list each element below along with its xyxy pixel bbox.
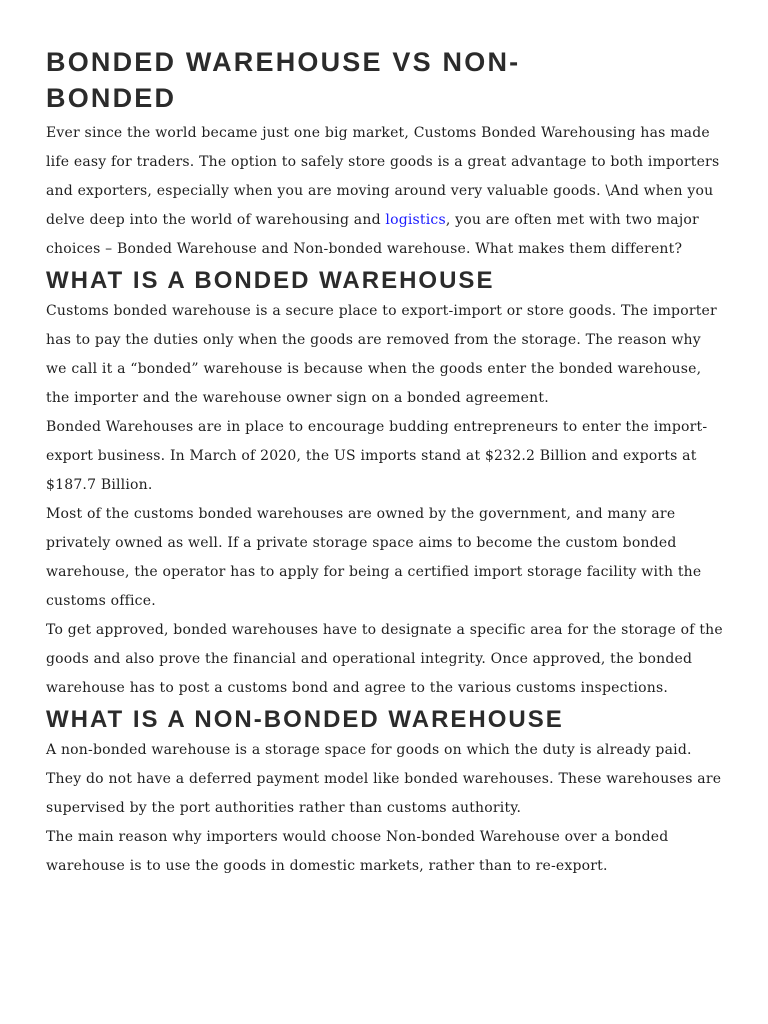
paragraph: A non-bonded warehouse is a storage space for goods on which the duty is already paid. They do not have a deferred payment model like bonded warehouses. These warehouses are supervised by the port authorities rather than customs authority.	[46, 742, 722, 816]
paragraph: Bonded Warehouses are in place to encourage budding entrepreneurs to enter the import-export business. In March of 2020, the US imports stand at $232.2 Billion and exports at $187.7 Billion.	[46, 419, 708, 493]
paragraph: To get approved, bonded warehouses have to designate a specific area for the storage of the goods and also prove the financial and operational integrity. Once approved, the bonded warehouse has to post a customs bond and agree to the various customs inspections.	[46, 622, 723, 696]
paragraph: The main reason why importers would choose Non-bonded Warehouse over a bonded warehouse is to use the goods in domestic markets, rather than to re-export.	[46, 829, 669, 874]
logistics-link[interactable]: logistics	[385, 212, 446, 228]
article	[46, 44, 726, 881]
intro-text-after-link: , you are often met with two major choices – Bonded Warehouse and Non-bonded warehouse. What makes them different?	[46, 212, 699, 257]
intro-text-before-link: Ever since the world became just one big market, Customs Bonded Warehousing has made life easy for traders. The option to safely store goods is a great advantage to both importers and exporters, especially when you are moving around very valuable goods. \And when you delve deep into the world of warehousing and	[46, 125, 720, 228]
paragraph: Most of the customs bonded warehouses are owned by the government, and many are privately owned as well. If a private storage space aims to become the custom bonded warehouse, the operator has to apply for being a certified import storage facility with the customs office.	[46, 506, 702, 609]
intro-paragraph	[46, 119, 726, 264]
section-heading-bonded: WHAT IS A BONDED WAREHOUSE	[46, 267, 495, 294]
section-heading-non-bonded: WHAT IS A NON-BONDED WAREHOUSE	[46, 706, 564, 733]
paragraph: Customs bonded warehouse is a secure place to export-import or store goods. The importer has to pay the duties only when the goods are removed from the storage. The reason why we call it a “bonded” warehouse is because when the goods enter the bonded warehouse, the importer and the warehouse owner sign on a bonded agreement.	[46, 303, 717, 406]
page-title: BONDED WAREHOUSE VS NON-BONDED	[46, 47, 521, 113]
